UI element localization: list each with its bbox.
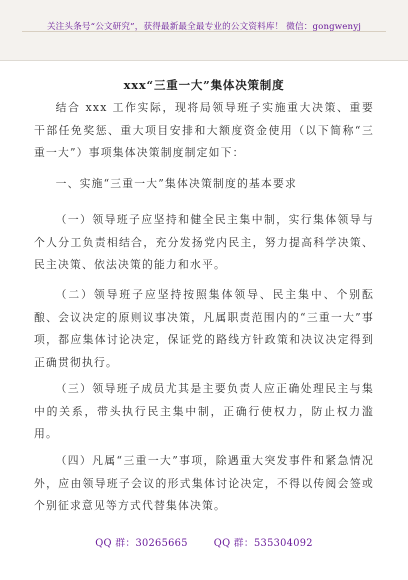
document-title: xxx“三重一大”集体决策制度 [123, 78, 285, 92]
requirement-item-4: （四）凡属“三重一大”事项，除遇重大突发事件和紧急情况外，应由领导班子会议的形式集体讨论决定，不得以传阅会签或个别征求意见等方式代替集体决策。 [34, 454, 374, 512]
requirement-item-2: （二）领导班子应坚持按照集体领导、民主集中、个别酝酿、会议决定的原则议事决策，凡属职责范围内的“三重一大”事项，都应集体讨论决定，保证党的路线方针政策和决议决定得到正确贯彻执行。 [34, 288, 374, 369]
section-heading-1: 一、实施“三重一大”集体决策制度的基本要求 [55, 177, 297, 190]
requirement-item-1: （一）领导班子应坚持和健全民主集中制，实行集体领导与个人分工负责相结合，充分发扬党内民主，努力提高科学决策、民主决策、依法决策的能力和水平。 [34, 213, 374, 271]
footer-qq-group-2: QQ 群：535304092 [213, 538, 313, 549]
intro-paragraph: 结合 xxx 工作实际，现将局领导班子实施重大决策、重要干部任免奖惩、重大项目安排和大额度资金使用（以下简称“三重一大”）事项集体决策制度制定如下： [34, 101, 374, 159]
header-banner-text: 关注头条号“公文研究”，获得最新最全最专业的公文资料库！ 微信：gongwenyj [46, 22, 362, 32]
footer-qq-group-1: QQ 群：30265665 [95, 538, 188, 549]
requirement-item-3: （三）领导班子成员尤其是主要负责人应正确处理民主与集中的关系，带头执行民主集中制，正确行使权力，防止权力滥用。 [34, 382, 374, 440]
footer-contact [0, 535, 408, 549]
